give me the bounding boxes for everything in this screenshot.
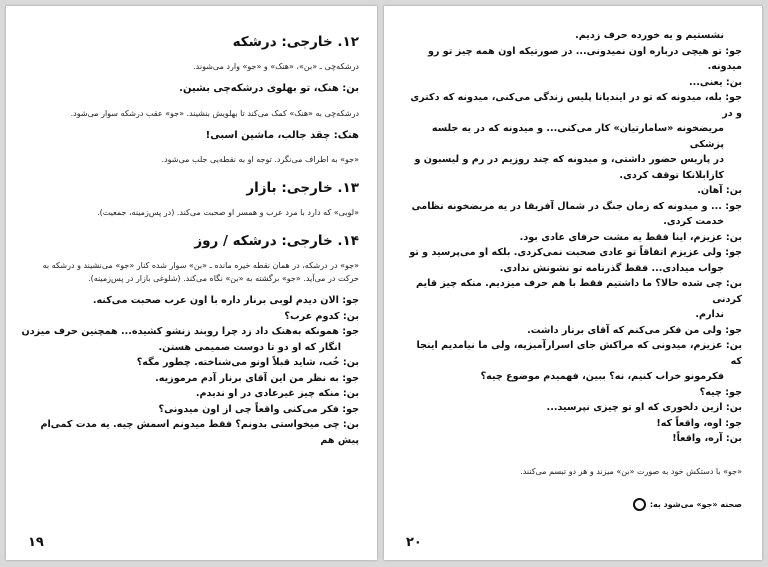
dialogue-line: جو: الان دیدم لوبی برنار داره با اون عرب صحبت می‌کنه. [92, 295, 359, 306]
dialogue-continuation: کازابلانکا توقف کردی. [619, 169, 724, 181]
circle-icon [633, 498, 646, 511]
dialogue-line: جو: فکر می‌کنی واقعاً چی از اون میدونی؟ [158, 403, 359, 415]
dialogue-continuation: خدمت کردی. [663, 216, 724, 227]
dialogue-continuation: فکرمونو خراب کنیم، نه؟ ببین، فهمیدم موضوع چیه؟ [480, 371, 724, 382]
dialogue-line: جو: ... و میدونه که زمان جنگ در شمال آفریقا در یه مریضخونه نظامی [411, 200, 742, 212]
dialogue-line: هنک: چقد جالب، ماشین اسبی! [205, 129, 359, 141]
transition-note-text: صحنه «جو» می‌شود به: [649, 499, 742, 509]
dialogue-line: جو: تو هیچی درباره اون نمیدونی... در صورتیکه اون همه چیز تو رو میدونه. [427, 45, 742, 72]
action-text: «لوبی» که دارد با مرد عرب و همسر او صحبت می‌کند. (در پس‌زمینه، جمعیت). [97, 208, 359, 217]
dialogue-line: بن: هنک، تو بهلوی درشکه‌چی بشین. [179, 83, 359, 94]
dialogue-line: جو: ولی من فکر می‌کنم که آقای برنار داشت. [527, 324, 742, 336]
scene-heading: ۱۲. خارجی: درشکه [232, 34, 359, 50]
action-text: درشکه‌چی به «هنک» کمک می‌کند تا بهلویش بنشیند. «جو» عقب درشکه سوار می‌شود. [70, 108, 359, 118]
dialogue-line: جو: بله، میدونه که تو در ایندیانا پلیس زندگی می‌کنی، میدونه که دکتری و در [410, 92, 742, 119]
transition-note [402, 498, 742, 511]
dialogue-line: بن: عزیزم، میدونی که مراکش جای اسرارآمیزیه، ولی ما نیامدیم اینجا که [416, 340, 742, 367]
dialogue-line: بن: آره، واقعاً! [672, 433, 742, 444]
action-text: درشکه‌چی ـ «بن»، «هنک» و «جو» وارد می‌شوند. [193, 62, 359, 71]
dialogue-line: جو: اوه، واقعاً که! [656, 417, 742, 429]
action-text: «جو» به اطراف می‌نگرد. توجه او به نقطه‌یی جلب می‌شود. [161, 155, 359, 164]
dialogue-continuation: انگار که او دو تا دوست صمیمی هستن. [158, 341, 341, 353]
scene-heading: ۱۴. خارجی: درشکه / روز [194, 233, 359, 249]
left-page [6, 6, 377, 560]
dialogue-continuation: نشستیم و یه خورده حرف زدیم. [575, 30, 724, 41]
action-text: «جو» با دستکش خود به صورت «بن» میزند و هر دو تبسم می‌کنند. [520, 466, 742, 476]
right-page [384, 6, 762, 560]
dialogue-line: بن: کدوم عرب؟ [284, 310, 359, 322]
dialogue-line: جو: ولی عزیزم اتفاقاً تو عادی صحبت نمی‌کردی. بلکه او می‌پرسید و تو [409, 247, 742, 258]
dialogue-continuation: مریضخونه «سامارتیان» کار می‌کنی... و میدونه که در یه جلسه پزشکی [431, 123, 724, 150]
dialogue-line: بن: ازین دلخوری که او تو چیزی نپرسید... [546, 402, 742, 413]
page-number-left: ۱۹ [28, 535, 44, 550]
dialogue-line: بن: یعنی... [689, 76, 742, 88]
dialogue-line: جو: چیه؟ [699, 386, 742, 398]
scene-heading: ۱۳. خارجی: بازار [246, 180, 359, 196]
dialogue-continuation: در پاریس حضور داشتی، و میدونه که چند روزیم در رم و لیسبون و [414, 154, 724, 165]
dialogue-line: بن: منکه چیز غیرعادی در او ندیدم. [195, 388, 359, 399]
dialogue-continuation: ندارم. [695, 309, 724, 320]
dialogue-continuation: جواب میدادی... فقط گذرنامه تو نشونش ندادی. [499, 262, 724, 274]
dialogue-line: جو: به نظر من این آقای برنار آدم مرموزیه. [155, 372, 359, 384]
dialogue-line: بن: عزیزم، اینا فقط یه مشت حرفای عادی بود. [519, 231, 742, 243]
dialogue-line: بن: چی شده حالا؟ ما داشتیم فقط با هم حرف میزدیم. منکه چیز قایم کردنی [416, 278, 742, 305]
dialogue-line: جو: همونکه به‌هنک داد زد چرا روبند زنشو کشیده... همچنین حرف میزدن [21, 326, 359, 337]
action-text: «جو» در درشکه، در همان نقطه خیره مانده ـ «بن» سوار شده کنار «جو» می‌نشیند و درشکه به حرکت در می‌آید. «جو» برگشته به «بن» نگاه می‌کند. (شلوغی بازار در پس‌زمینه). [42, 261, 359, 283]
dialogue-line: بن: خُب، شاید قبلاً اونو می‌شناخته. چطور مگه؟ [136, 357, 359, 368]
left-page-content [20, 20, 359, 526]
page-number-right: ۲۰ [406, 535, 422, 550]
dialogue-line: بن: چی میخواستی بدونم؟ فقط میدونم اسمش چیه. یه مدت کمی‌ام پیش هم [40, 419, 359, 446]
right-page-content [402, 28, 742, 526]
dialogue-line: بن: آهان. [697, 185, 742, 196]
